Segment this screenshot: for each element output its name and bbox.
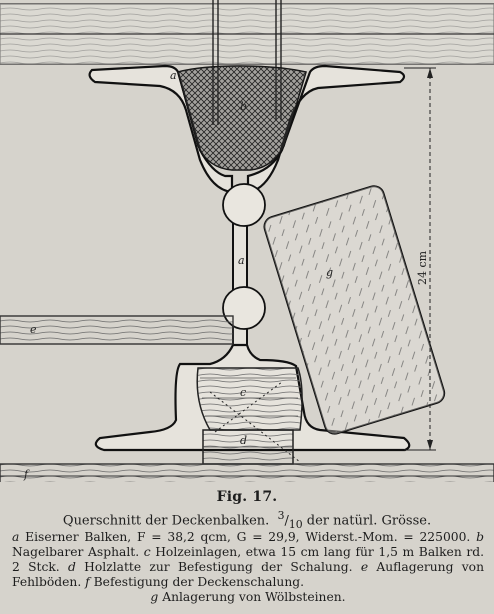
figure-title-suffix: der natürl. Grösse. [302, 513, 432, 529]
label-e: e [30, 323, 37, 336]
legend-text-f: Befestigung der Deckenschalung. [89, 575, 305, 589]
legend-item-d [68, 560, 361, 574]
label-g: g [326, 266, 334, 279]
label-a-top: a [170, 69, 177, 82]
legend-letter-d: d [68, 560, 76, 574]
wood-insert-c [197, 368, 302, 430]
label-a-web: a [238, 254, 245, 267]
legend-letter-f: f [85, 575, 90, 589]
legend-item-g [12, 590, 484, 605]
label-f: f [24, 468, 29, 481]
legend-item-f [85, 575, 304, 589]
label-d: d [240, 434, 248, 447]
legend-letter-b: b [476, 530, 484, 544]
figure-title: Querschnitt der Deckenbalken. $^3/_{10}$ der natürl. Grösse. [62, 509, 432, 531]
legend-text-a: Eiserner Balken, F = 38,2 qcm, G = 29,9, Widerst.-Mom. = 225000. [19, 530, 471, 544]
legend-text-e: Auflagerung von Fehlböden. [12, 560, 485, 589]
legend-letter-a: a [12, 530, 20, 544]
scale-numerator: 3 [277, 509, 285, 522]
ceiling-board-f [0, 464, 494, 482]
legend-text-c: Holzeinlagen, etwa 15 cm lang für 1,5 m Balken rd. 2 Stck. [12, 545, 485, 574]
legend-letter-g: g [150, 590, 159, 604]
legend-item-a [12, 530, 470, 544]
label-b: b [240, 100, 248, 113]
scale-denominator: 10 [288, 517, 303, 531]
figure-title-prefix: Querschnitt der Deckenbalken. [62, 513, 270, 529]
legend-text-d: Holzlatte zur Befestigung der Schalung. [75, 560, 361, 574]
legend-letter-e: e [360, 560, 369, 574]
label-c: c [240, 386, 247, 399]
dimension-label: 24 cm [416, 250, 429, 286]
figure-legend [12, 530, 484, 605]
rivet-upper [223, 184, 265, 226]
legend-text-g: Anlagerung von Wölbsteinen. [158, 590, 346, 604]
figure-number: Fig. 17. [216, 489, 278, 505]
legend-letter-c: c [143, 545, 151, 559]
legend-text-b: Nagelbarer Asphalt. [12, 545, 144, 559]
